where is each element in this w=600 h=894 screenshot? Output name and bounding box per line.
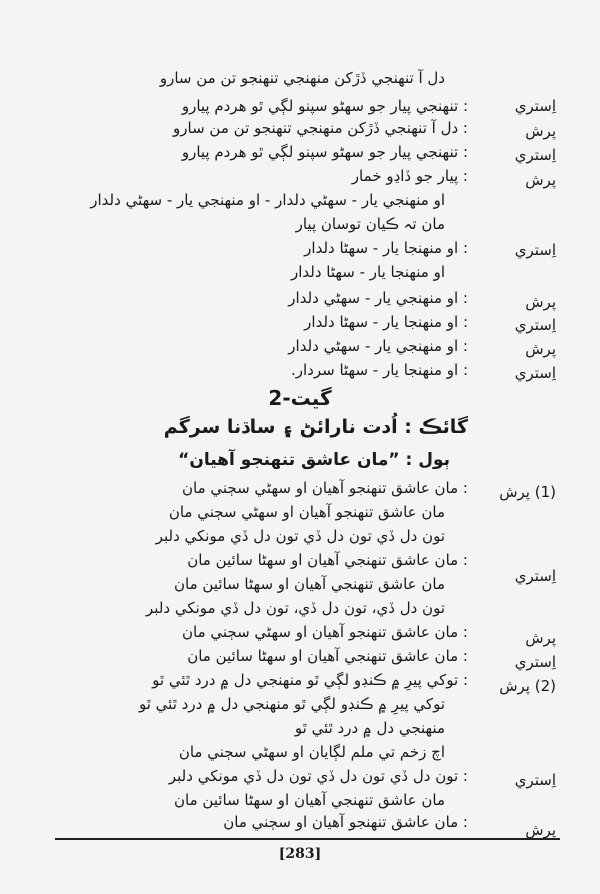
speaker-label: اِستري [514, 653, 556, 671]
speaker-label: اِستري [514, 97, 556, 115]
lyric-line: : تون دل ڏي تون دل ڏي تون دل ڏي مونکي دلبر [168, 767, 468, 785]
speaker-label: اِستري [514, 567, 556, 585]
speaker-label: اِستري [514, 364, 556, 382]
lyric-line: دل آ تنهنجي ڏڙکن منهنجي تنهنجو تن من سارو [159, 69, 445, 87]
footer-rule [55, 838, 560, 840]
speaker-label: پرش [525, 171, 556, 189]
lyric-line: : پيار جو ڏاڍو خمار [351, 167, 468, 185]
lyric-line: : توکي پيرِ ۾ ڪنڊو لڳي ٿو منهنجي دل ۾ درد ٿئي ٿو [152, 671, 468, 689]
speaker-label: پرش [525, 122, 556, 140]
speaker-label: اِستري [514, 146, 556, 164]
singers-heading: گائڪ : اُدت نارائڻ ۽ ساڌنا سرگم [163, 416, 468, 438]
speaker-label: اِستري [514, 316, 556, 334]
lyric-line: منهنجي دل ۾ درد ٿئي ٿو [294, 719, 445, 737]
lyric-title: ٻول : ”مان عاشق تنهنجو آهيان“ [178, 450, 450, 470]
lyric-line: او منهنجا يار - سهڻا دلدار [290, 263, 445, 281]
lyric-line: مان تہ ڪيان توسان پيار [295, 215, 445, 233]
lyric-line: : او منهنجي يار - سهڻي دلدار [288, 337, 468, 355]
lyric-line: او منهنجي يار - سهڻي دلدار - او منهنجي يار - سهڻي دلدار [90, 191, 445, 209]
lyric-line: توکي پيرِ ۾ ڪنڊو لڳي ٿو منهنجي دل ۾ درد ٿئي ٿو [138, 695, 445, 713]
lyric-line: : دل آ تنهنجي ڏڙکن منهنجي تنهنجو تن من سارو [173, 119, 468, 137]
speaker-label: پرش [525, 821, 556, 839]
lyric-line: : مان عاشق تنهنجو آهيان او سهڻي سڄني مان [181, 479, 468, 497]
lyric-line: : مان عاشق تنهنجي آهيان او سهڻا سائين مان [187, 551, 468, 569]
lyric-line: مان عاشق تنهنجي آهيان او سهڻا سائين مان [174, 575, 445, 593]
lyric-line: تون دل ڏي تون دل ڏي تون دل ڏي مونکي دلبر [155, 527, 445, 545]
speaker-label: (1) پرش [499, 483, 556, 501]
page-number: [283] [278, 846, 322, 862]
lyric-line: : تنهنجي پيار جو سهڻو سپنو لڳي ٿو هردم پيارو [181, 97, 468, 115]
lyric-line: : مان عاشق تنهنجو آهيان او سڄني مان [223, 813, 468, 831]
lyric-line: : مان عاشق تنهنجي آهيان او سهڻا سائين مان [187, 647, 468, 665]
lyric-line: تون دل ڏي، تون دل ڏي، تون دل ڏي مونکي دلبر [146, 599, 445, 617]
speaker-label: اِستري [514, 241, 556, 259]
lyric-line: اچ زخم تي ملم لڳايان او سهڻي سڄني مان [178, 743, 445, 761]
lyric-line: : او منهنجا يار - سهڻا سردار. [290, 361, 468, 379]
song-title: گيت-2 [268, 386, 332, 410]
lyric-line: : او منهنجي يار - سهڻي دلدار [288, 289, 468, 307]
lyric-line: : او منهنجا يار - سهڻا دلدار [304, 313, 468, 331]
lyric-line: : او منهنجا يار - سهڻا دلدار [304, 239, 468, 257]
speaker-label: پرش [525, 629, 556, 647]
lyric-line: مان عاشق تنهنجو آهيان او سهڻي سڄني مان [168, 503, 445, 521]
lyric-line: : مان عاشق تنهنجو آهيان او سهڻي سڄني مان [181, 623, 468, 641]
lyric-line: مان عاشق تنهنجي آهيان او سهڻا سائين مان [174, 791, 445, 809]
speaker-label: اِستري [514, 771, 556, 789]
speaker-label: پرش [525, 293, 556, 311]
speaker-label: پرش [525, 340, 556, 358]
speaker-label: (2) پرش [499, 677, 556, 695]
lyric-line: : تنهنجي پيار جو سهڻو سپنو لڳي ٿو هردم پيارو [181, 143, 468, 161]
